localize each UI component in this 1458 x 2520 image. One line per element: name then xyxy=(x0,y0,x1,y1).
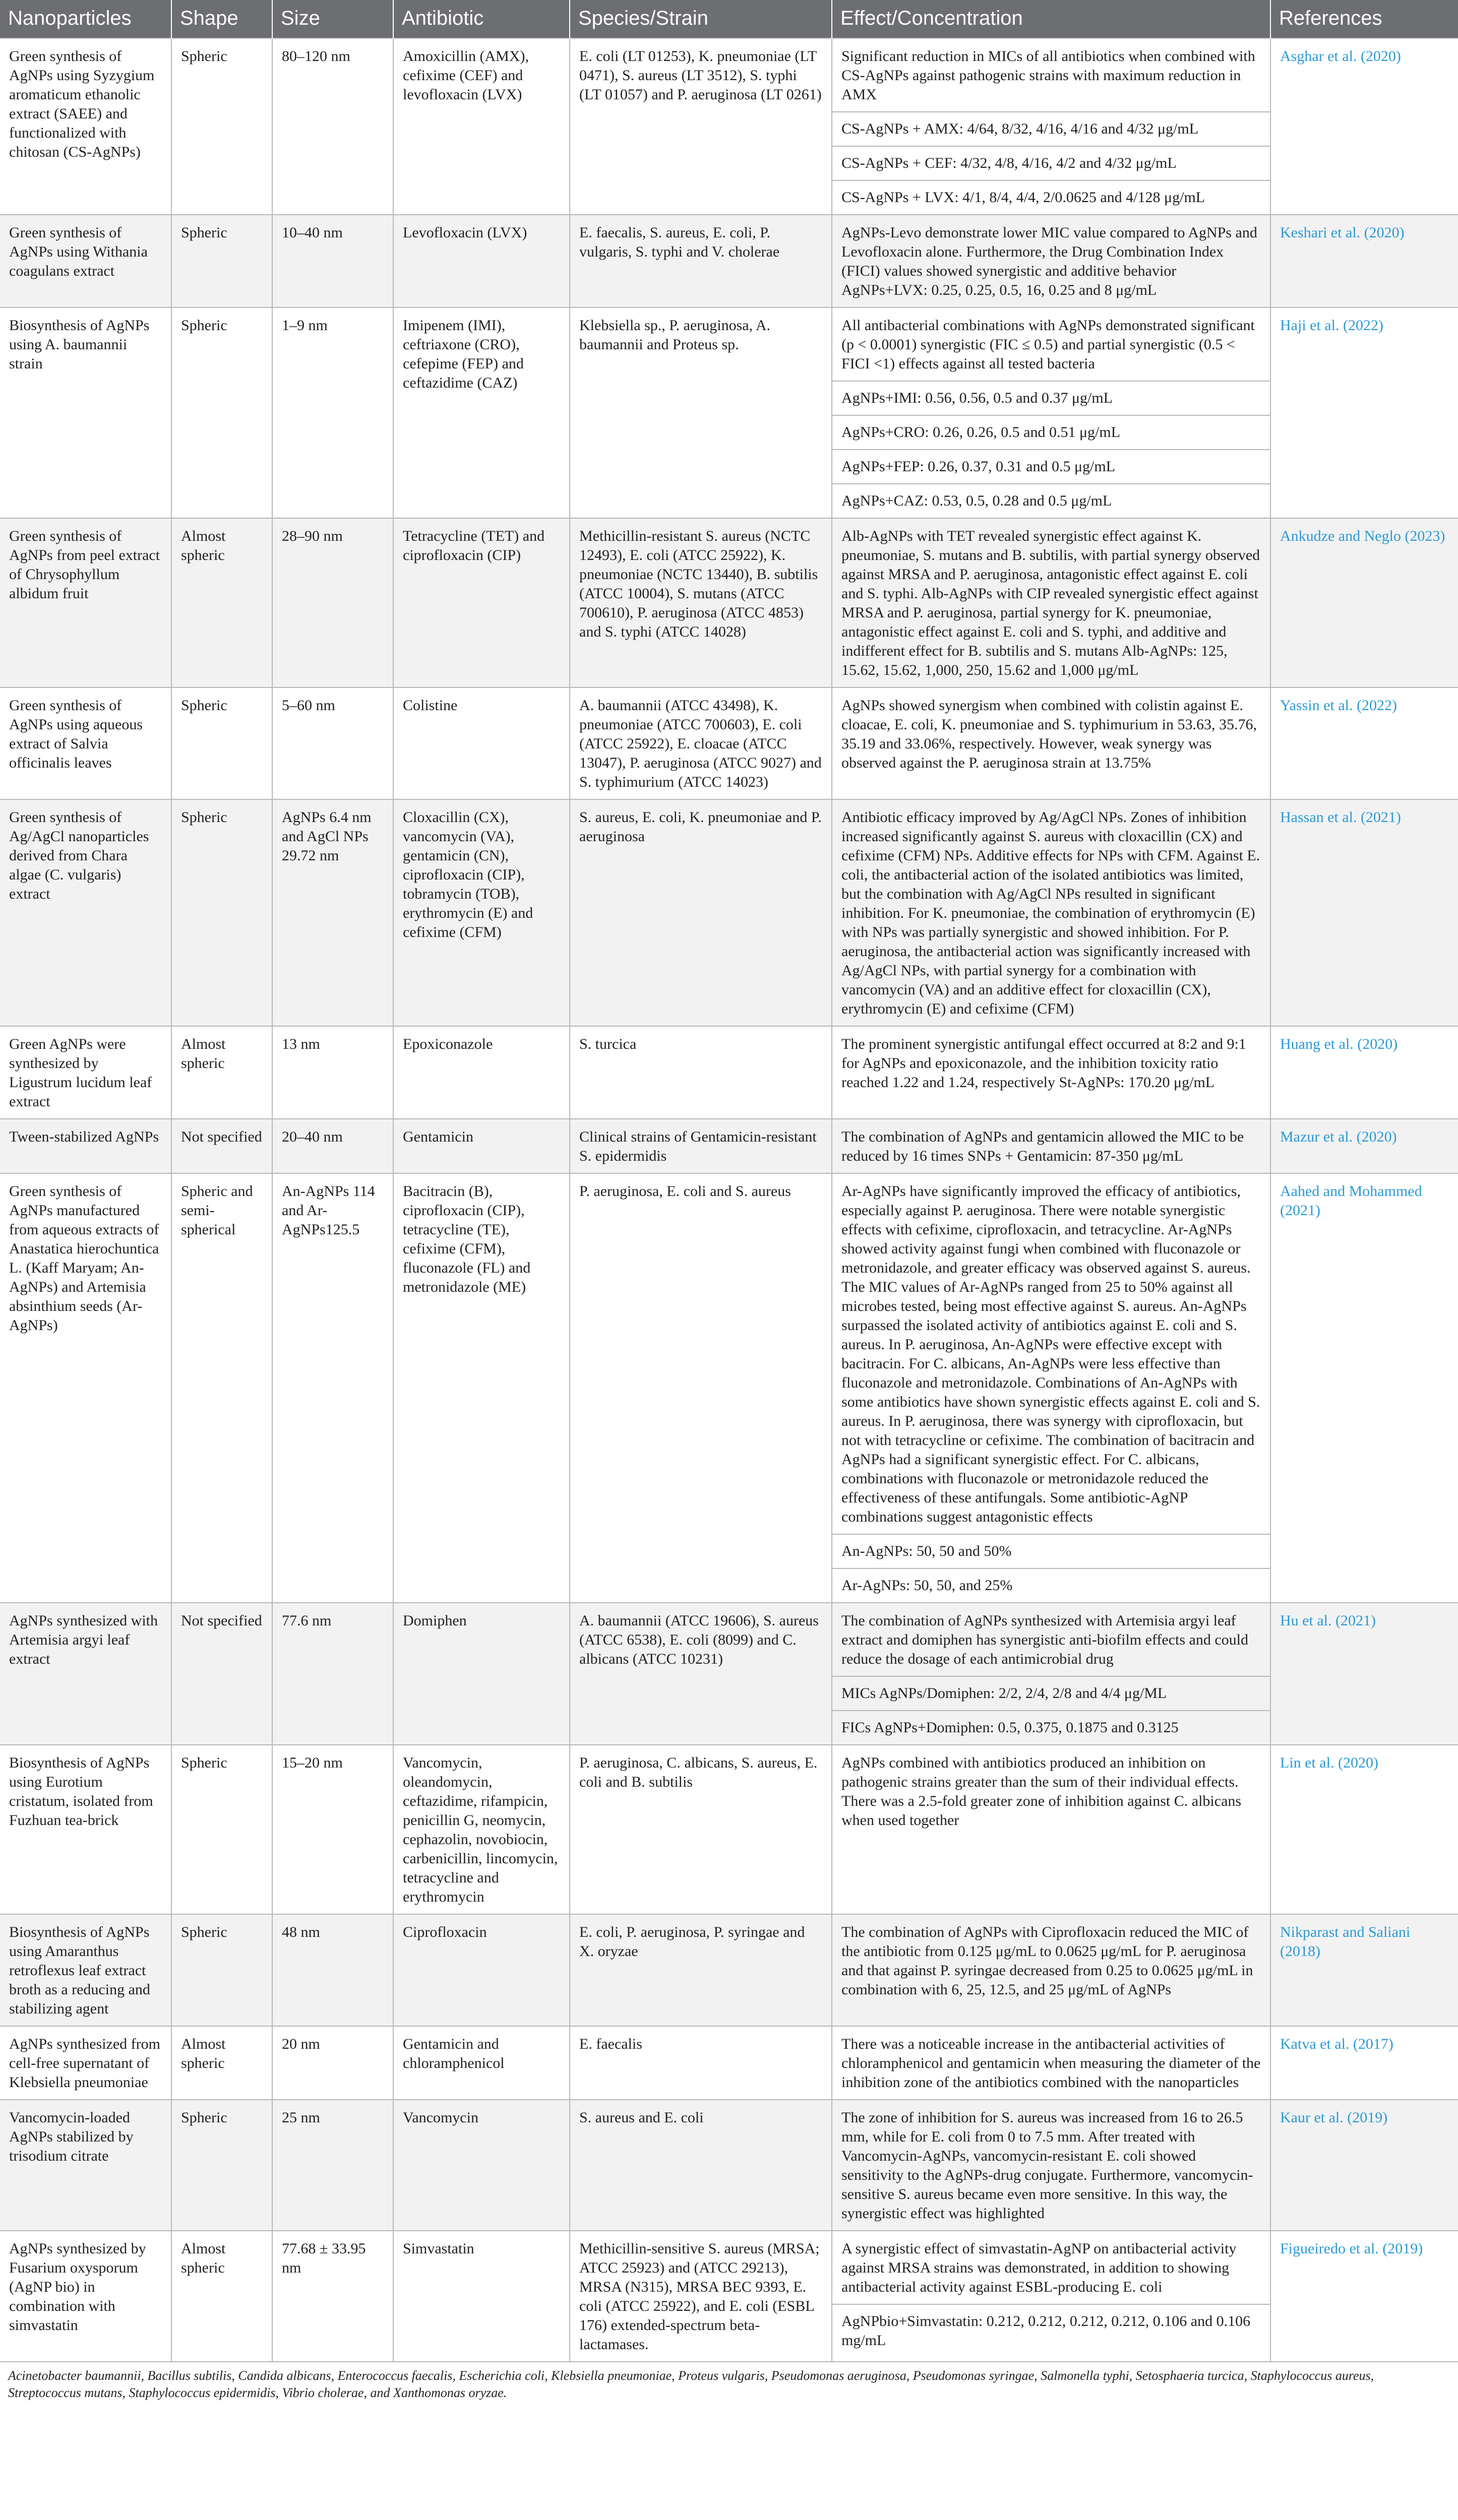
cell-size: 80–120 nm xyxy=(272,38,393,215)
table-row xyxy=(0,1026,1458,1119)
cell-species: S. aureus, E. coli, K. pneumoniae and P. aeruginosa xyxy=(570,799,832,1026)
cell-species: E. faecalis xyxy=(570,2026,832,2100)
cell-species: A. baumannii (ATCC 19606), S. aureus (ATCC 6538), E. coli (8099) and C. albicans (ATCC 10231) xyxy=(570,1603,832,1745)
cell-antibiotic: Gentamicin and chloramphenicol xyxy=(393,2026,570,2100)
cell-effect xyxy=(832,1603,1270,1745)
effect-line: The combination of AgNPs with Ciprofloxacin reduced the MIC of the antibiotic from 0.125 μg/mL to 0.0625 μg/mL for P. aeruginosa and that against P. syringae decreased from 0.25 to 0.0625 μg/mL in combination with 6, 25, 12.5, and 25 μg/mL of AgNPs xyxy=(841,1924,1253,1998)
effect-line: AgNPs+FEP: 0.26, 0.37, 0.31 and 0.5 μg/mL xyxy=(832,449,1270,476)
cell-size: 13 nm xyxy=(272,1026,393,1119)
effect-line: An-AgNPs: 50, 50 and 50% xyxy=(832,1534,1270,1561)
cell-nanoparticles: Green synthesis of AgNPs using aqueous extract of Salvia officinalis leaves xyxy=(0,687,171,799)
cell-effect xyxy=(832,2026,1270,2100)
cell-antibiotic: Simvastatin xyxy=(393,2231,570,2361)
table-row xyxy=(0,38,1458,215)
effect-line: There was a noticeable increase in the antibacterial activities of chloramphenicol and gentamicin when measuring the diameter of the inhibition zone of the antibiotics combined with the nanoparticles xyxy=(841,2036,1261,2091)
table-row xyxy=(0,1745,1458,1914)
cell-size: 15–20 nm xyxy=(272,1745,393,1914)
cell-nanoparticles: Biosynthesis of AgNPs using Amaranthus retroflexus leaf extract broth as a reducing and stabilizing agent xyxy=(0,1914,171,2026)
effect-line: AgNPs-Levo demonstrate lower MIC value compared to AgNPs and Levofloxacin alone. Furthermore, the Drug Combination Index (FICI) values showed synergistic and additive behavior AgNPs+LVX: 0.25, 0.25, 0.5, 16, 0.25 and 8 μg/mL xyxy=(841,224,1257,298)
cell-size: 77.6 nm xyxy=(272,1603,393,1745)
table-body xyxy=(0,38,1458,2361)
cell-reference[interactable]: Asghar et al. (2020) xyxy=(1270,38,1458,215)
cell-species: A. baumannii (ATCC 43498), K. pneumoniae (ATCC 700603), E. coli (ATCC 25922), E. cloacae (ATCC 13047), P. aeruginosa (ATCC 9027) and S. typhimurium (ATCC 14023) xyxy=(570,687,832,799)
cell-size: 10–40 nm xyxy=(272,215,393,307)
cell-reference[interactable]: Yassin et al. (2022) xyxy=(1270,687,1458,799)
cell-effect xyxy=(832,307,1270,518)
effect-line: MICs AgNPs/Domiphen: 2/2, 2/4, 2/8 and 4/4 μg/ML xyxy=(832,1676,1270,1703)
cell-nanoparticles: Biosynthesis of AgNPs using Eurotium cristatum, isolated from Fuzhuan tea-brick xyxy=(0,1745,171,1914)
cell-shape: Almost spheric xyxy=(171,518,272,687)
table-row xyxy=(0,799,1458,1026)
cell-reference[interactable]: Aahed and Mohammed (2021) xyxy=(1270,1173,1458,1603)
cell-species: S. turcica xyxy=(570,1026,832,1119)
cell-reference[interactable]: Hu et al. (2021) xyxy=(1270,1603,1458,1745)
cell-species: E. coli, P. aeruginosa, P. syringae and X. oryzae xyxy=(570,1914,832,2026)
table-row xyxy=(0,2026,1458,2100)
cell-size: 20–40 nm xyxy=(272,1119,393,1173)
cell-shape: Spheric xyxy=(171,38,272,215)
header-species: Species/Strain xyxy=(570,0,832,38)
cell-shape: Spheric xyxy=(171,799,272,1026)
effect-line: AgNPs showed synergism when combined with colistin against E. cloacae, E. coli, K. pneumoniae and S. typhimurium in 53.63, 35.76, 35.19 and 33.06%, respectively. However, weak synergy was observed against the P. aeruginosa strain at 13.75% xyxy=(841,697,1257,771)
cell-shape: Not specified xyxy=(171,1603,272,1745)
cell-nanoparticles: Green synthesis of AgNPs manufactured from aqueous extracts of Anastatica hierochuntica L. (Kaff Maryam; An-AgNPs) and Artemisia absinthium seeds (Ar-AgNPs) xyxy=(0,1173,171,1603)
cell-antibiotic: Colistine xyxy=(393,687,570,799)
cell-effect xyxy=(832,1173,1270,1603)
cell-antibiotic: Levofloxacin (LVX) xyxy=(393,215,570,307)
cell-effect xyxy=(832,2100,1270,2231)
cell-size: 25 nm xyxy=(272,2100,393,2231)
cell-nanoparticles: Vancomycin-loaded AgNPs stabilized by trisodium citrate xyxy=(0,2100,171,2231)
cell-antibiotic: Gentamicin xyxy=(393,1119,570,1173)
cell-shape: Almost spheric xyxy=(171,2026,272,2100)
effect-line: AgNPs+CRO: 0.26, 0.26, 0.5 and 0.51 μg/mL xyxy=(832,415,1270,442)
cell-size: 28–90 nm xyxy=(272,518,393,687)
cell-species: Klebsiella sp., P. aeruginosa, A. baumannii and Proteus sp. xyxy=(570,307,832,518)
table-row xyxy=(0,518,1458,687)
cell-shape: Spheric xyxy=(171,215,272,307)
cell-antibiotic: Amoxicillin (AMX), cefixime (CEF) and levofloxacin (LVX) xyxy=(393,38,570,215)
table-row xyxy=(0,1173,1458,1603)
cell-reference[interactable]: Katva et al. (2017) xyxy=(1270,2026,1458,2100)
header-nanoparticles: Nanoparticles xyxy=(0,0,171,38)
header-shape: Shape xyxy=(171,0,272,38)
header-row xyxy=(0,0,1458,38)
footnote: Acinetobacter baumannii, Bacillus subtilis, Candida albicans, Enterococcus faecalis, Escherichia coli, Klebsiella pneumoniae, Proteus vulgaris, Pseudomonas aeruginosa, Pseudomonas syringae, Salmonella typhi, Setosphaeria turcica, Staphylococcus aureus, Streptococcus mutans, Staphylococcus epidermidis, Vibrio cholerae, and Xanthomonas oryzae. xyxy=(0,2361,1458,2407)
effect-line: AgNPs combined with antibiotics produced an inhibition on pathogenic strains greater than the sum of their individual effects. There was a 2.5-fold greater zone of inhibition against C. albicans when used together xyxy=(841,1754,1242,1829)
cell-effect xyxy=(832,1026,1270,1119)
table-row xyxy=(0,2100,1458,2231)
cell-species: Methicillin-resistant S. aureus (NCTC 12493), E. coli (ATCC 25922), K. pneumoniae (NCTC 13440), B. subtilis (ATCC 10004), S. mutans (ATCC 700610), P. aeruginosa (ATCC 4853) and S. typhi (ATCC 14028) xyxy=(570,518,832,687)
cell-effect xyxy=(832,687,1270,799)
cell-nanoparticles: AgNPs synthesized by Fusarium oxysporum (AgNP bio) in combination with simvastatin xyxy=(0,2231,171,2361)
cell-nanoparticles: Green synthesis of AgNPs using Withania coagulans extract xyxy=(0,215,171,307)
cell-reference[interactable]: Lin et al. (2020) xyxy=(1270,1745,1458,1914)
header-effect: Effect/Concentration xyxy=(832,0,1270,38)
table-row xyxy=(0,687,1458,799)
header-size: Size xyxy=(272,0,393,38)
cell-species: Methicillin-sensitive S. aureus (MRSA; ATCC 25923) and (ATCC 29213), MRSA (N315), MRSA BEC 9393, E. coli (ATCC 25922), and E. coli (ESBL 176) extended-spectrum beta-lactamases. xyxy=(570,2231,832,2361)
effect-line: The combination of AgNPs synthesized with Artemisia argyi leaf extract and domiphen has synergistic anti-biofilm effects and could reduce the dosage of each antimicrobial drug xyxy=(841,1612,1248,1667)
effect-line: All antibacterial combinations with AgNPs demonstrated significant (p < 0.0001) synergistic (FIC ≤ 0.5) and partial synergistic (0.5 < FICI <1) effects against all tested bacteria xyxy=(841,317,1255,372)
effect-line: AgNPs+IMI: 0.56, 0.56, 0.5 and 0.37 μg/mL xyxy=(832,381,1270,408)
cell-species: P. aeruginosa, E. coli and S. aureus xyxy=(570,1173,832,1603)
effect-line: A synergistic effect of simvastatin-AgNP on antibacterial activity against MRSA strains was demonstrated, in addition to showing antibacterial activity against ESBL-producing E. coli xyxy=(841,2240,1237,2295)
cell-effect xyxy=(832,799,1270,1026)
cell-shape: Almost spheric xyxy=(171,2231,272,2361)
cell-species: E. coli (LT 01253), K. pneumoniae (LT 0471), S. aureus (LT 3512), S. typhi (LT 01057) and P. aeruginosa (LT 0261) xyxy=(570,38,832,215)
cell-reference[interactable]: Hassan et al. (2021) xyxy=(1270,799,1458,1026)
cell-size: AgNPs 6.4 nm and AgCl NPs 29.72 nm xyxy=(272,799,393,1026)
cell-shape: Almost spheric xyxy=(171,1026,272,1119)
cell-antibiotic: Cloxacillin (CX), vancomycin (VA), gentamicin (CN), ciprofloxacin (CIP), tobramycin (TOB), erythromycin (E) and cefixime (CFM) xyxy=(393,799,570,1026)
effect-line: The prominent synergistic antifungal effect occurred at 8:2 and 9:1 for AgNPs and epoxiconazole, and the inhibition toxicity ratio reached 1.22 and 1.24, respectively St-AgNPs: 170.20 μg/mL xyxy=(841,1036,1246,1091)
effect-line: AgNPs+CAZ: 0.53, 0.5, 0.28 and 0.5 μg/mL xyxy=(832,483,1270,511)
table-row xyxy=(0,1914,1458,2026)
cell-reference[interactable]: Keshari et al. (2020) xyxy=(1270,215,1458,307)
cell-antibiotic: Domiphen xyxy=(393,1603,570,1745)
cell-size: 5–60 nm xyxy=(272,687,393,799)
cell-shape: Spheric and semi-spherical xyxy=(171,1173,272,1603)
cell-antibiotic: Vancomycin, oleandomycin, ceftazidime, rifampicin, penicillin G, neomycin, cephazolin, novobiocin, carbenicillin, lincomycin, tetracycline and erythromycin xyxy=(393,1745,570,1914)
cell-antibiotic: Vancomycin xyxy=(393,2100,570,2231)
cell-size: 20 nm xyxy=(272,2026,393,2100)
cell-nanoparticles: AgNPs synthesized with Artemisia argyi leaf extract xyxy=(0,1603,171,1745)
table-row xyxy=(0,1119,1458,1173)
cell-effect xyxy=(832,38,1270,215)
cell-nanoparticles: Green synthesis of Ag/AgCl nanoparticles derived from Chara algae (C. vulgaris) extract xyxy=(0,799,171,1026)
effect-line: The zone of inhibition for S. aureus was increased from 16 to 26.5 mm, while for E. coli from 0 to 7.5 mm. After treated with Vancomycin-AgNPs, vancomycin-resistant E. coli showed sensitivity to the AgNPs-drug conjugate. Furthermore, vancomycin-sensitive S. aureus became even more sensitive. In this way, the synergistic effect was highlighted xyxy=(841,2109,1253,2222)
cell-shape: Spheric xyxy=(171,1745,272,1914)
cell-shape: Not specified xyxy=(171,1119,272,1173)
table-row xyxy=(0,1603,1458,1745)
cell-species: E. faecalis, S. aureus, E. coli, P. vulgaris, S. typhi and V. cholerae xyxy=(570,215,832,307)
cell-effect xyxy=(832,215,1270,307)
cell-shape: Spheric xyxy=(171,687,272,799)
cell-species: S. aureus and E. coli xyxy=(570,2100,832,2231)
cell-antibiotic: Bacitracin (B), ciprofloxacin (CIP), tetracycline (TE), cefixime (CFM), fluconazole (FL) and metronidazole (ME) xyxy=(393,1173,570,1603)
table-row xyxy=(0,215,1458,307)
header-antibiotic: Antibiotic xyxy=(393,0,570,38)
cell-size: 77.68 ± 33.95 nm xyxy=(272,2231,393,2361)
effect-line: CS-AgNPs + LVX: 4/1, 8/4, 4/4, 2/0.0625 and 4/128 μg/mL xyxy=(832,180,1270,207)
cell-nanoparticles: AgNPs synthesized from cell-free supernatant of Klebsiella pneumoniae xyxy=(0,2026,171,2100)
cell-reference[interactable]: Figueiredo et al. (2019) xyxy=(1270,2231,1458,2361)
cell-effect xyxy=(832,2231,1270,2361)
cell-size: An-AgNPs 114 and Ar-AgNPs125.5 xyxy=(272,1173,393,1603)
table-row xyxy=(0,307,1458,518)
table-row xyxy=(0,2231,1458,2361)
cell-antibiotic: Epoxiconazole xyxy=(393,1026,570,1119)
cell-reference[interactable]: Ankudze and Neglo (2023) xyxy=(1270,518,1458,687)
cell-shape: Spheric xyxy=(171,307,272,518)
cell-size: 1–9 nm xyxy=(272,307,393,518)
cell-nanoparticles: Tween-stabilized AgNPs xyxy=(0,1119,171,1173)
effect-line: The combination of AgNPs and gentamicin allowed the MIC to be reduced by 16 times SNPs + Gentamicin: 87-350 μg/mL xyxy=(841,1128,1244,1164)
cell-reference[interactable]: Nikparast and Saliani (2018) xyxy=(1270,1914,1458,2026)
effect-line: FICs AgNPs+Domiphen: 0.5, 0.375, 0.1875 and 0.3125 xyxy=(832,1710,1270,1737)
effect-line: Significant reduction in MICs of all antibiotics when combined with CS-AgNPs against pathogenic strains with maximum reduction in AMX xyxy=(841,48,1255,103)
cell-shape: Spheric xyxy=(171,1914,272,2026)
effect-line: Ar-AgNPs have significantly improved the efficacy of antibiotics, especially against P. aeruginosa. There were notable synergistic effects with cefixime, ciprofloxacin, and tetracycline. Ar-AgNPs showed activity against fungi when combined with fluconazole or metronidazole, and greater efficacy was observed against S. aureus. The MIC values of Ar-AgNPs ranged from 25 to 50% against all microbes tested, being most effective against S. aureus. An-AgNPs surpassed the isolated activity of antibiotics against E. coli and S. aureus. In P. aeruginosa, An-AgNPs were effective except with bacitracin. For C. albicans, An-AgNPs were less effective than fluconazole and metronidazole. Combinations of An-AgNPs with some antibiotics have shown synergistic effects against E. coli and S. aureus. In P. aeruginosa, there was synergy with ciprofloxacin, but not with tetracycline or cefixime. The combination of bacitracin and AgNPs had a significant synergistic effect. For C. albicans, combinations with fluconazole or metronidazole reduced the effectiveness of these antifungals. Some antibiotic-AgNP combinations suggest antagonistic effects xyxy=(841,1183,1260,1525)
effect-line: AgNPbio+Simvastatin: 0.212, 0.212, 0.212, 0.212, 0.106 and 0.106 mg/mL xyxy=(832,2304,1270,2350)
effect-line: CS-AgNPs + CEF: 4/32, 4/8, 4/16, 4/2 and 4/32 μg/mL xyxy=(832,146,1270,173)
cell-effect xyxy=(832,518,1270,687)
cell-reference[interactable]: Kaur et al. (2019) xyxy=(1270,2100,1458,2231)
cell-nanoparticles: Green synthesis of AgNPs from peel extract of Chrysophyllum albidum fruit xyxy=(0,518,171,687)
header-references: References xyxy=(1270,0,1458,38)
cell-shape: Spheric xyxy=(171,2100,272,2231)
cell-nanoparticles: Green AgNPs were synthesized by Ligustrum lucidum leaf extract xyxy=(0,1026,171,1119)
cell-antibiotic: Ciprofloxacin xyxy=(393,1914,570,2026)
cell-species: P. aeruginosa, C. albicans, S. aureus, E. coli and B. subtilis xyxy=(570,1745,832,1914)
cell-effect xyxy=(832,1745,1270,1914)
cell-size: 48 nm xyxy=(272,1914,393,2026)
cell-nanoparticles: Green synthesis of AgNPs using Syzygium aromaticum ethanolic extract (SAEE) and functionalized with chitosan (CS-AgNPs) xyxy=(0,38,171,215)
cell-effect xyxy=(832,1119,1270,1173)
cell-antibiotic: Tetracycline (TET) and ciprofloxacin (CIP) xyxy=(393,518,570,687)
cell-reference[interactable]: Huang et al. (2020) xyxy=(1270,1026,1458,1119)
cell-reference[interactable]: Mazur et al. (2020) xyxy=(1270,1119,1458,1173)
cell-antibiotic: Imipenem (IMI), ceftriaxone (CRO), cefepime (FEP) and ceftazidime (CAZ) xyxy=(393,307,570,518)
effect-line: Ar-AgNPs: 50, 50, and 25% xyxy=(832,1568,1270,1595)
cell-effect xyxy=(832,1914,1270,2026)
effect-line: Antibiotic efficacy improved by Ag/AgCl NPs. Zones of inhibition increased significantly against S. aureus with cloxacillin (CX) and cefixime (CFM) NPs. Additive effects for NPs with CFM. Against E. coli, the antibacterial action of the isolated antibiotics was limited, but the combination with Ag/AgCl NPs resulted in significant inhibition. For K. pneumoniae, the combination of erythromycin (E) with NPs was partially synergistic and showed inhibition. For P. aeruginosa, the antibacterial action was significantly increased with Ag/AgCl NPs, with partial synergy for a combination with vancomycin (VA) and an additive effect for cloxacillin (CX), erythromycin (E) and cefixime (CFM) xyxy=(841,809,1260,1017)
effect-line: Alb-AgNPs with TET revealed synergistic effect against K. pneumoniae, S. mutans and B. subtilis, with partial synergy observed against MRSA and P. aeruginosa, antagonistic effect against E. coli and S. typhi. Alb-AgNPs with CIP revealed synergistic effect against MRSA and P. aeruginosa, partial synergy for K. pneumoniae, antagonistic effect against E. coli and S. typhi, and additive and indifferent effect for B. subtilis and S. mutans Alb-AgNPs: 125, 15.62, 15.62, 1,000, 250, 15.62 and 1,000 μg/mL xyxy=(841,528,1260,678)
cell-nanoparticles: Biosynthesis of AgNPs using A. baumannii strain xyxy=(0,307,171,518)
effect-line: CS-AgNPs + AMX: 4/64, 8/32, 4/16, 4/16 and 4/32 μg/mL xyxy=(832,111,1270,139)
cell-reference[interactable]: Haji et al. (2022) xyxy=(1270,307,1458,518)
cell-species: Clinical strains of Gentamicin-resistant S. epidermidis xyxy=(570,1119,832,1173)
